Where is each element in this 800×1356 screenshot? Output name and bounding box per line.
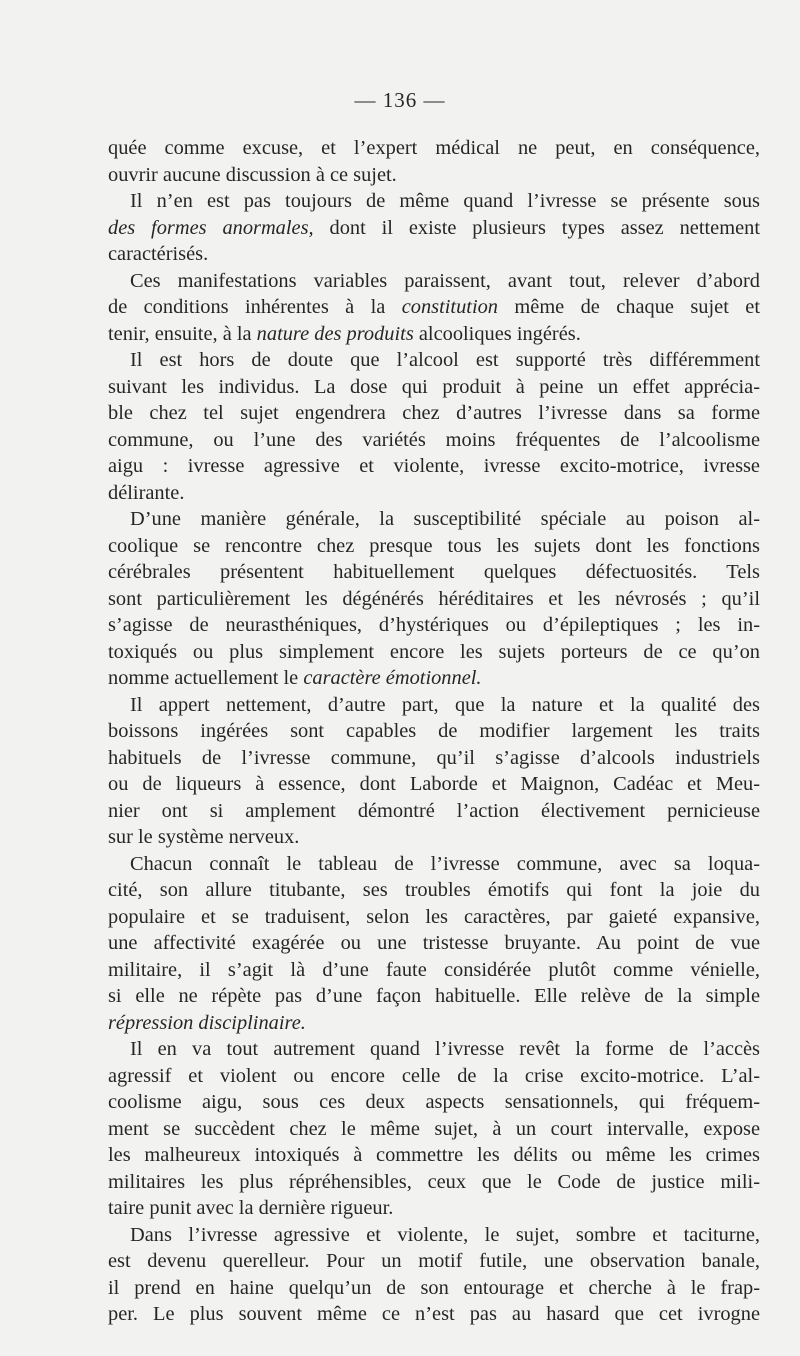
text-line: Il en va tout autrement quand l’ivresse revêt la forme de l’accès — [130, 1038, 760, 1060]
text-line: taire punit avec la dernière rigueur. — [108, 1197, 394, 1219]
text-line: Dans l’ivresse agressive et violente, le sujet, sombre et taciturne, — [130, 1223, 760, 1246]
text-segment: même de chaque sujet et — [498, 296, 760, 318]
text-line: cérébrales présentent habituellement quelques défectuosités. Tels — [108, 561, 760, 583]
text-line: est devenu querelleur. Pour un motif futile, une observation banale, — [108, 1250, 760, 1272]
text-line: agressif et violent ou encore celle de la crise excito-motrice. L’al- — [108, 1064, 760, 1087]
text-segment: alcooliques ingérés. — [413, 322, 581, 345]
italic-text: nature des produits — [256, 322, 414, 345]
text-line — [108, 294, 760, 321]
text-line: caractérisés. — [108, 243, 209, 265]
text-line: Il appert nettement, d’autre part, que la nature et la qualité des — [130, 693, 760, 716]
text-line: s’agisse de neurasthéniques, d’hystériques ou d’épileptiques ; les in- — [108, 614, 760, 636]
text-line: il prend en haine quelqu’un de son entourage et cherche à le frap- — [108, 1276, 760, 1299]
text-line: suivant les individus. La dose qui produit à peine un effet apprécia- — [108, 375, 760, 398]
text-line: boissons ingérées sont capables de modifier largement les traits — [108, 720, 760, 742]
text-line: coolique se rencontre chez presque tous les sujets dont les fonctions — [108, 534, 760, 557]
text-line: ment se succèdent chez le même sujet, à un court intervalle, expose — [108, 1117, 760, 1140]
text-line: militaire, il s’agit là d’une faute considérée plutôt comme vénielle, — [108, 958, 760, 981]
text-line: militaires les plus répréhensibles, ceux que le Code de justice mili- — [108, 1170, 760, 1193]
text-line: populaire et se traduisent, selon les caractères, par gaieté expansive, — [108, 905, 760, 928]
text-line — [108, 215, 760, 242]
text-line: aigu : ivresse agressive et violente, ivresse excito-motrice, ivresse — [108, 455, 760, 477]
text-segment: de conditions inhérentes à la — [108, 296, 402, 318]
text-line: nier ont si amplement démontré l’action électivement pernicieuse — [108, 799, 760, 822]
text-line — [108, 188, 760, 215]
text-line: sur le système nerveux. — [108, 826, 300, 848]
text-segment: dont il existe plusieurs types assez nettement — [313, 216, 760, 239]
text-line: les malheureux intoxiqués à commettre les délits ou même les crimes — [108, 1144, 760, 1166]
text-line: commune, ou l’une des variétés moins fréquentes de l’alcoolisme — [108, 428, 760, 451]
text-line: habituels de l’ivresse commune, qu’il s’agisse d’alcools industriels — [108, 746, 760, 769]
text-line: Chacun connaît le tableau de l’ivresse commune, avec sa loqua- — [130, 852, 760, 875]
italic-text: répression disciplinaire. — [108, 1011, 306, 1034]
text-line: si elle ne répète pas d’une façon habituelle. Elle relève de la simple — [108, 985, 760, 1007]
text-line: cité, son allure titubante, ses troubles émotifs qui font la joie du — [108, 879, 760, 901]
text-line — [108, 665, 760, 692]
text-line: coolisme aigu, sous ces deux aspects sensationnels, qui fréquem- — [108, 1091, 760, 1113]
text-line: une affectivité exagérée ou une tristesse bruyante. Au point de vue — [108, 932, 760, 954]
text-line: ble chez tel sujet engendrera chez d’autres l’ivresse dans sa forme — [108, 402, 760, 424]
italic-text: caractère émotionnel. — [303, 667, 482, 689]
body-text — [108, 135, 760, 1328]
text-line: toxiqués ou plus simplement encore les sujets porteurs de ce qu’on — [108, 640, 760, 663]
text-line: sont particulièrement les dégénérés héréditaires et les névrosés ; qu’il — [108, 587, 760, 610]
text-line: délirante. — [108, 481, 185, 504]
text-line: Il est hors de doute que l’alcool est supporté très différemment — [130, 349, 760, 371]
text-segment: nomme actuellement le — [108, 667, 304, 689]
text-line — [108, 321, 760, 348]
text-segment: Il n’en est pas toujours de même quand l’ivresse se présente sous — [130, 190, 760, 212]
text-segment: tenir, ensuite, à la — [108, 322, 257, 345]
text-line: quée comme excuse, et l’expert médical ne peut, en conséquence, — [108, 137, 760, 159]
text-line: ouvrir aucune discussion à ce sujet. — [108, 163, 397, 186]
text-line: D’une manière générale, la susceptibilité spéciale au poison al- — [130, 508, 760, 530]
text-line — [108, 1010, 760, 1037]
text-line: ou de liqueurs à essence, dont Laborde et Maignon, Cadéac et Meu- — [108, 773, 760, 795]
text-line: Ces manifestations variables paraissent, avant tout, relever d’abord — [130, 269, 760, 292]
page-number: — 136 — — [354, 88, 446, 112]
italic-text: des formes anormales, — [108, 216, 314, 239]
text-line: per. Le plus souvent même ce n’est pas au hasard que cet ivrogne — [108, 1303, 760, 1325]
italic-text: constitution — [401, 296, 499, 318]
